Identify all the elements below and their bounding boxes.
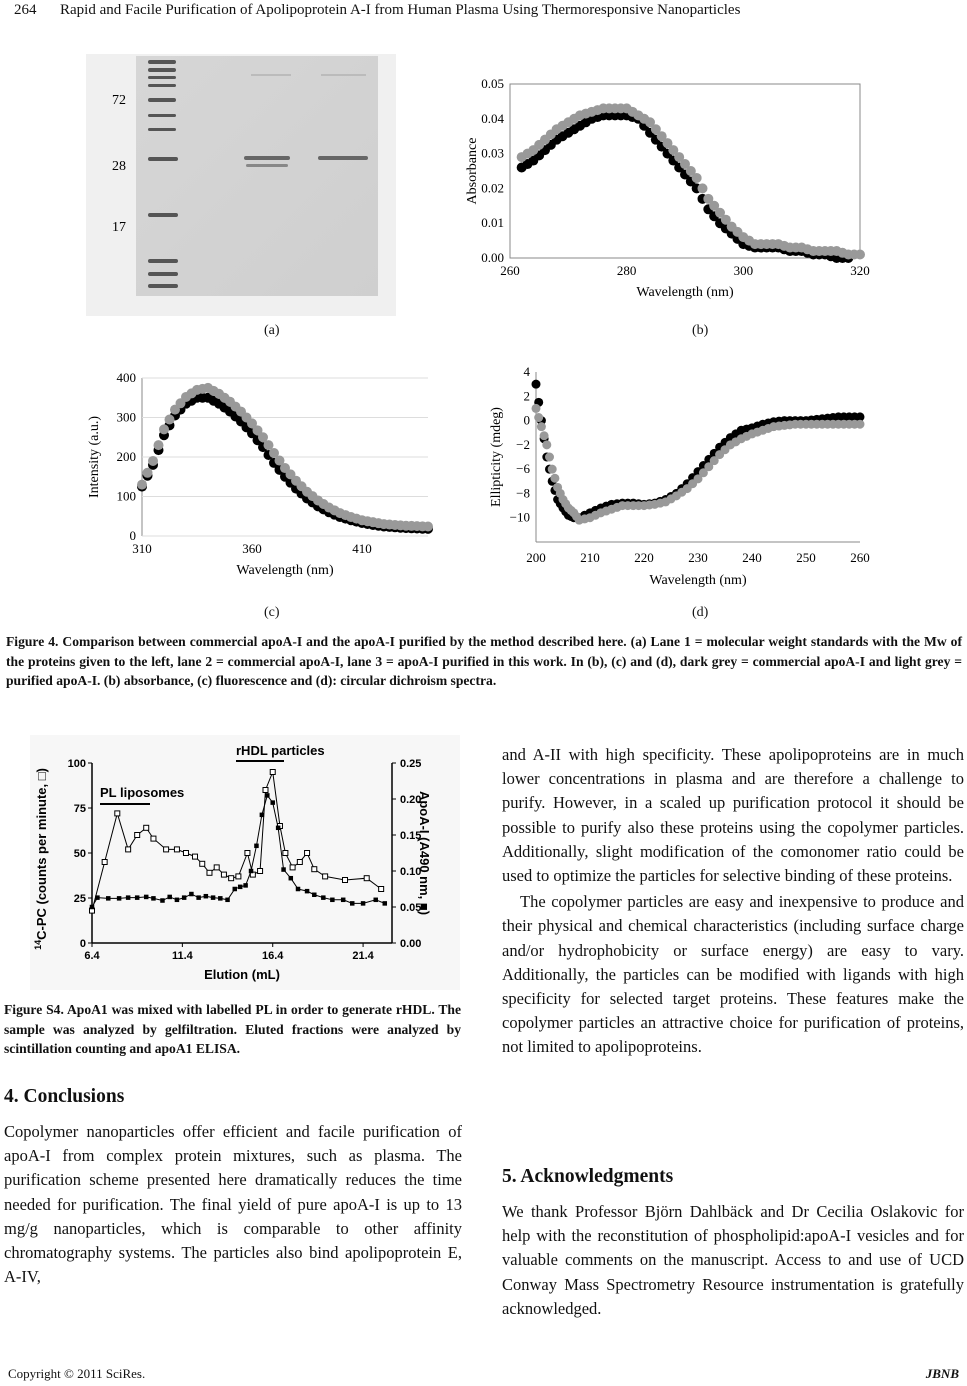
data-point — [542, 440, 551, 449]
conclusions-paragraph: Copolymer nanoparticles offer efficient and facile purification of apoA-I from complex protein mixtures, such as plasma. The purification scheme presented here dramatically reduces the time needed for purification. The final yield of pure apoA-I is up to 13 mg/g nanoparticles, which is comparable to other affinity chromatography systems. The particles also bind apolipoprotein E, A-IV, — [4, 1122, 462, 1287]
footer-copyright: Copyright © 2011 SciRes. — [8, 1366, 146, 1381]
x-tick-label: 250 — [796, 550, 816, 565]
x-tick-label: 21.4 — [352, 950, 374, 962]
conclusions-text — [4, 1120, 462, 1289]
data-point — [532, 380, 541, 389]
right-paragraph-1: and A-II with high specificity. These apolipoproteins are in much lower concentrations in plasma and are therefore a challenge to purify. However, in a scaled up purification protocol it should be possible to purify also these proteins using the copolymer particles. Additionally, slight modification of the comonomer ratio could be used to optimize the particles for selective binding of these proteins. — [502, 745, 964, 886]
y-tick-label: −10 — [509, 509, 530, 525]
data-point — [165, 414, 175, 424]
y2-axis-label: ApoA-I (A490 nm, ■) — [417, 790, 432, 916]
y-tick-label: 0.00 — [481, 250, 504, 265]
data-point — [361, 902, 365, 906]
data-point — [148, 456, 158, 466]
data-point — [137, 480, 147, 490]
figureS4-caption: Figure S4. ApoA1 was mixed with labelled PL in order to generate rHDL. The sample was analyzed by gelfiltration. Eluted fractions were analyzed by scintillation counting and apoA1 ELISA. — [4, 1002, 461, 1056]
y2-tick-label: 0.05 — [400, 902, 422, 914]
y2-tick-label: 0.15 — [400, 830, 422, 842]
x-tick-label: 310 — [132, 541, 152, 556]
y-axis-label: Intensity (a.u.) — [87, 415, 102, 499]
data-point — [182, 896, 186, 900]
gel-mw-label: 17 — [112, 220, 126, 235]
data-point — [144, 895, 148, 899]
y-tick-label: 300 — [116, 409, 136, 425]
data-point — [197, 896, 201, 900]
x-tick-label: 360 — [242, 541, 262, 556]
data-point — [233, 887, 237, 891]
absorbance-chart — [462, 70, 882, 318]
data-point — [341, 898, 345, 902]
data-point — [296, 887, 300, 891]
y-axis-label-superscript: 14 — [33, 939, 43, 950]
data-point — [297, 860, 302, 865]
acknowledgments-heading: 5. Acknowledgments — [502, 1166, 674, 1187]
data-point — [126, 847, 131, 852]
y2-tick-label: 0.25 — [400, 758, 422, 770]
data-point — [211, 896, 215, 900]
data-point — [236, 874, 241, 879]
y-tick-label: 0.03 — [481, 145, 504, 161]
data-point — [323, 874, 328, 879]
gel-image — [86, 54, 396, 316]
data-point — [152, 897, 156, 901]
data-point — [245, 851, 250, 856]
data-point — [379, 887, 384, 892]
data-point — [174, 847, 179, 852]
running-title: Rapid and Facile Purification of Apolipoprotein A-I from Human Plasma Using Thermoresponsive Nanoparticles — [60, 2, 741, 18]
data-point — [115, 811, 120, 816]
y-tick-label: 0.04 — [481, 110, 504, 126]
data-point — [313, 893, 317, 897]
y-tick-label: −2 — [516, 436, 530, 452]
x-tick-label: 260 — [850, 550, 870, 565]
data-point — [229, 876, 234, 881]
data-point — [219, 897, 223, 901]
y-tick-label: 100 — [67, 758, 86, 770]
x-tick-label: 200 — [526, 550, 546, 565]
acknowledgments-paragraph: We thank Professor Björn Dahlbäck and Dr Cecilia Oslakovic for help with the reconstitution of phospholipid:apoA-I vesicles and for valuable comments on the manuscript. Access to and use of UCD Conway Mass Spectrometry Resource instrumentation is gratefully acknowledged. — [502, 1202, 964, 1318]
fluorescence-chart — [84, 366, 434, 602]
data-point — [244, 884, 248, 888]
data-point — [270, 770, 275, 775]
data-point — [154, 440, 164, 450]
data-point — [238, 885, 242, 889]
data-point — [423, 522, 433, 532]
data-point — [534, 413, 543, 422]
x-tick-label: 11.4 — [171, 950, 193, 962]
y-tick-label: 50 — [73, 848, 86, 860]
x-tick-label: 6.4 — [84, 950, 100, 962]
data-point — [175, 898, 179, 902]
acknowledgments-text — [502, 1200, 964, 1321]
annotation-rhdl: rHDL particles — [236, 743, 325, 758]
data-point — [343, 878, 348, 883]
y2-tick-label: 0.20 — [400, 794, 422, 806]
data-point — [532, 404, 541, 413]
gel-mw-label: 72 — [112, 93, 126, 108]
gelfiltration-chart — [30, 735, 460, 990]
data-point — [200, 861, 205, 866]
y-tick-label: −8 — [516, 485, 530, 501]
data-point — [260, 813, 264, 817]
data-point — [290, 865, 295, 870]
y-tick-label: 0.01 — [481, 215, 504, 231]
x-axis-label: Elution (mL) — [204, 967, 280, 982]
annotation-pl-liposomes: PL liposomes — [100, 785, 185, 800]
data-point — [204, 894, 208, 898]
data-point — [350, 902, 354, 906]
data-point — [305, 889, 309, 893]
x-axis-label: Wavelength (nm) — [236, 563, 334, 578]
data-point — [135, 833, 140, 838]
data-point — [214, 865, 219, 870]
y-tick-label: −6 — [516, 461, 530, 477]
data-point — [545, 453, 554, 462]
data-point — [164, 847, 169, 852]
data-point — [168, 895, 172, 899]
y-tick-label: 200 — [116, 449, 136, 464]
y-axis-label — [33, 768, 49, 950]
data-point — [135, 896, 139, 900]
x-tick-label: 280 — [616, 263, 637, 278]
data-point — [271, 801, 275, 805]
y2-tick-label: 0.10 — [400, 866, 422, 878]
data-point — [159, 424, 169, 434]
x-tick-label: 240 — [742, 550, 762, 565]
y-tick-label: 100 — [116, 488, 136, 504]
y-tick-label: 0 — [129, 528, 136, 543]
data-point — [96, 896, 100, 900]
data-point — [151, 836, 156, 841]
gel-mw-label: 28 — [112, 159, 126, 174]
y-tick-label: 75 — [73, 803, 86, 815]
x-tick-label: 16.4 — [262, 950, 284, 962]
x-tick-label: 320 — [850, 263, 870, 278]
data-point — [698, 183, 708, 193]
data-point — [144, 825, 149, 830]
data-point — [226, 898, 230, 902]
panel-label-a: (a) — [264, 323, 280, 338]
y-tick-label: 0 — [79, 938, 86, 950]
y-axis-label: Absorbance — [465, 137, 480, 205]
data-point — [249, 869, 253, 873]
data-point — [193, 854, 198, 859]
y-tick-label: 25 — [73, 893, 86, 905]
data-point — [548, 465, 557, 474]
data-point — [207, 870, 212, 875]
y-tick-label: 2 — [523, 388, 530, 404]
data-point — [374, 898, 378, 902]
data-point — [383, 902, 387, 906]
panel-label-b: (b) — [692, 323, 709, 338]
x-tick-label: 230 — [688, 550, 708, 565]
data-point — [537, 422, 546, 431]
data-point — [855, 250, 865, 260]
data-point — [550, 474, 559, 483]
data-point — [255, 844, 259, 848]
data-point — [221, 872, 226, 877]
cd-chart — [478, 362, 882, 602]
data-point — [283, 851, 288, 856]
data-point — [322, 896, 326, 900]
data-point — [183, 851, 188, 856]
data-point — [312, 867, 317, 872]
y-tick-label: 4 — [523, 364, 530, 379]
data-point — [263, 788, 268, 793]
data-point — [289, 876, 293, 880]
data-point — [364, 876, 369, 881]
data-point — [107, 897, 111, 901]
y-axis-label-main: C-PC (counts per minute, □) — [34, 768, 49, 940]
data-point — [258, 869, 263, 874]
y2-tick-label: 0.00 — [400, 938, 422, 950]
data-point — [102, 860, 107, 865]
data-point — [117, 897, 121, 901]
data-point — [540, 431, 549, 440]
x-tick-label: 220 — [634, 550, 654, 565]
data-point — [276, 826, 280, 830]
y-tick-label: 0.02 — [481, 180, 504, 196]
data-point — [126, 896, 130, 900]
x-axis-label: Wavelength (nm) — [649, 573, 747, 588]
right-paragraph-2: The copolymer particles are easy and inexpensive to produce and their physical and chemical characteristics (including surface charge and/or hydrophobicity or surface energy) are easy to vary. Additionally, the particles can be modified with ligands with high specificity for selected target proteins. These features make the copolymer particles an attractive choice for purification of proteins, not limited to apolipoproteins. — [502, 892, 964, 1057]
x-tick-label: 410 — [352, 541, 372, 556]
figure4-caption: Figure 4. Comparison between commercial apoA-I and the apoA-I purified by the method described here. (a) Lane 1 = molecular weight standards with the Mw of the proteins given to the left, lane 2 = commercial apoA-I, lane 3 = apoA-I purified in this work. In (b), (c) and (d), dark grey = commercial apoA-I and light grey = purified apoA-I. (b) absorbance, (c) fluorescence and (d): circular dichroism spectra. — [6, 634, 962, 688]
conclusions-heading: 4. Conclusions — [4, 1086, 125, 1107]
x-axis-label: Wavelength (nm) — [636, 285, 734, 300]
data-point — [161, 899, 165, 903]
data-point — [305, 851, 310, 856]
data-point — [692, 173, 702, 183]
data-point — [143, 468, 153, 478]
data-point — [331, 898, 335, 902]
x-tick-label: 260 — [500, 263, 520, 278]
y-tick-label: 0.05 — [481, 76, 504, 91]
data-point — [856, 420, 865, 429]
data-point — [266, 794, 270, 798]
data-point — [90, 905, 94, 909]
data-point — [282, 868, 286, 872]
panel-label-d: (d) — [692, 605, 709, 620]
y-tick-label: 0 — [523, 412, 530, 428]
panel-label-c: (c) — [264, 605, 280, 620]
page-number: 264 — [14, 2, 37, 18]
right-column — [502, 743, 964, 1060]
footer-journal: JBNB — [925, 1366, 959, 1381]
data-point — [190, 892, 194, 896]
y-axis-label: Ellipticity (mdeg) — [489, 407, 504, 507]
x-tick-label: 300 — [733, 263, 754, 278]
x-tick-label: 210 — [580, 550, 600, 565]
y-tick-label: 400 — [116, 370, 136, 385]
